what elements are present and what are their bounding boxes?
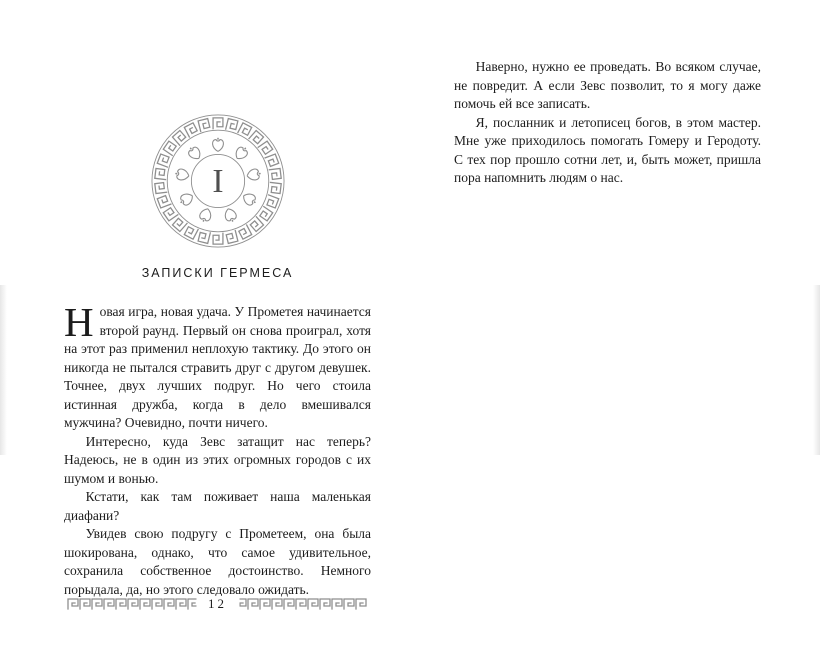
paragraph: Я, посланник и летописец богов, в этом мастер. Мне уже приходилось помогать Гомеру и Геродоту. С тех пор прошло сотни лет, и, быть может, пришла пора напомнить людям о нас. (454, 114, 761, 185)
chapter-number: I (211, 162, 224, 200)
greek-ornament-graphic (149, 112, 287, 250)
paragraph-text: овая игра, новая удача. У Прометея начинается второй раунд. Первый он снова проиграл, хотя на этот раз применил неплохую тактику. До этого он никогда не пытался стравить друг с другом девушек. Точнее, двух лучших подруг. Но чего стоила истинная дружба, когда в дело вмешивался мужчина? Очевидно, почти ничего. (64, 304, 371, 430)
right-page (454, 0, 761, 662)
page-footer (64, 597, 371, 611)
paragraph: Увидев свою подругу с Прометеем, она была шокирована, однако, что самое удивительное, сохранила собственное достоинство. Немного порыдала, да, но этого следовало ожидать. (64, 526, 371, 597)
page-edge-shadow-left (0, 285, 7, 455)
page-number: 12 (196, 596, 239, 612)
paragraph: Кстати, как там поживает наша маленькая диафани? (64, 489, 371, 523)
chapter-title: ЗАПИСКИ ГЕРМЕСА (141, 266, 294, 280)
page-edge-shadow-right (813, 285, 820, 455)
right-page-text (454, 58, 761, 188)
paragraph (64, 299, 371, 433)
paragraph: Наверно, нужно ее проведать. Во всяком случае, не повредит. А если Зевс позволит, то я могу даже помочь ей все записать. (454, 59, 761, 111)
drop-cap: Н (64, 299, 94, 345)
paragraph: Интересно, куда Зевс затащит нас теперь? Надеюсь, не в один из этих огромных городов с их шумом и вонью. (64, 433, 371, 486)
left-page-text (64, 299, 371, 599)
left-page (64, 0, 371, 662)
chapter-ornament (149, 112, 287, 250)
